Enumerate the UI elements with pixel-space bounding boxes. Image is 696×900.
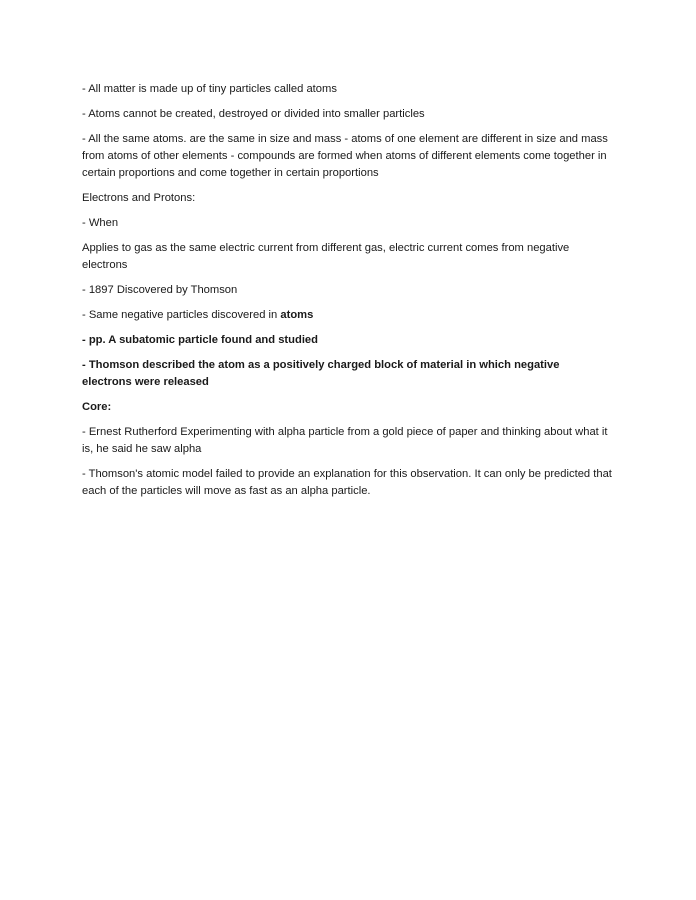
- paragraph-1897-thomson: - 1897 Discovered by Thomson: [82, 284, 238, 296]
- paragraph-thomson-failed: - Thomson's atomic model failed to provide an explanation for this observation. It can only be predicted that each of the particles will move as fast as an alpha particle.: [82, 468, 612, 497]
- paragraph-matter-atoms: - All matter is made up of tiny particles called atoms: [82, 83, 337, 95]
- paragraph-negative-particles: [82, 307, 612, 324]
- heading-electrons-protons: Electrons and Protons:: [82, 192, 196, 204]
- paragraph-thomson-model: - Thomson described the atom as a positively charged block of material in which negative electrons were released: [82, 359, 560, 388]
- paragraph-same-atoms: - All the same atoms. are the same in size and mass - atoms of one element are different in size and mass from atoms of other elements - compounds are formed when atoms of different elements come together in certain proportions and come together in certain proportions: [82, 133, 608, 179]
- bold-word-atoms: atoms: [280, 309, 314, 321]
- paragraph-subatomic-particle: - pp. A subatomic particle found and studied: [82, 334, 318, 346]
- paragraph-atoms-indivisible: - Atoms cannot be created, destroyed or divided into smaller particles: [82, 108, 425, 120]
- paragraph-negative-particles-text: - Same negative particles discovered in: [82, 309, 281, 321]
- paragraph-when: - When: [82, 217, 119, 229]
- document-body: [82, 81, 612, 508]
- paragraph-applies-to-gas: Applies to gas as the same electric current from different gas, electric current comes from negative electrons: [82, 242, 570, 271]
- paragraph-rutherford: - Ernest Rutherford Experimenting with alpha particle from a gold piece of paper and thinking about what it is, he said he saw alpha: [82, 426, 608, 455]
- heading-core: Core:: [82, 401, 112, 413]
